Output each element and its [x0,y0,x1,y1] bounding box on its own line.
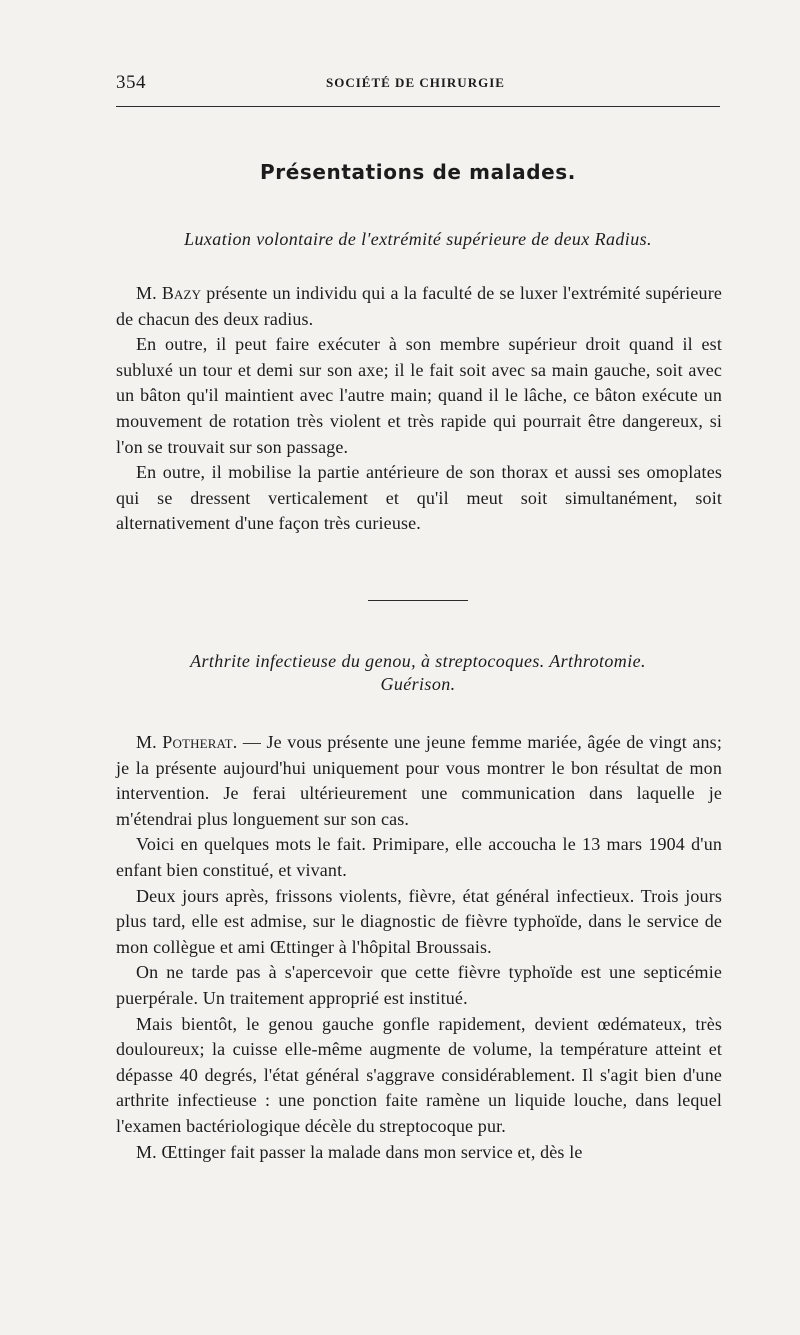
section-divider [368,600,468,601]
case2-paragraph [116,730,722,832]
case2-paragraph: Deux jours après, frissons violents, fièvre, état général infectieux. Trois jours plus tard, elle est admise, sur le diagnostic de fièvre typhoïde, dans le service de mon collègue et ami Œttinger à l'hôpital Broussais. [116,885,722,957]
running-head: SOCIÉTÉ DE CHIRURGIE [326,75,505,90]
case1-author: Bazy [161,283,202,303]
section-heading: Présentations de malades. [259,160,577,184]
case2-paragraph: Voici en quelques mots le fait. Primipare, elle accoucha le 13 mars 1904 d'un enfant bien constitué, et vivant. [116,834,722,880]
page-header [116,72,720,96]
case2-paragraph: Mais bientôt, le genou gauche gonfle rapidement, devient œdémateux, très douloureux; la cuisse elle-même augmente de volume, la température atteint et dépasse 40 degrés, l'état général s'aggrave considérablement. Il s'agit bien d'une arthrite infectieuse : une ponction faite ramène un liquide louche, dans lequel l'examen bactériologique décèle du streptocoque pur. [116,1013,722,1136]
case2-title [116,650,720,696]
header-rule [116,106,720,107]
case1-paragraph: En outre, il mobilise la partie antérieure de son thorax et aussi ses omoplates qui se dressent verticalement et qu'il meut soit simultanément, soit alternativement d'une façon très curieuse. [116,462,722,534]
case2-author-prefix: M. [136,732,163,752]
case2-paragraph: M. Œttinger fait passer la malade dans mon service et, dès le [136,1141,583,1162]
case2-title-line2: Guérison. [380,674,456,694]
case1-paragraph [116,281,722,332]
case2-title-line1: Arthrite infectieuse du genou, à streptocoques. Arthrotomie. [190,651,646,671]
case2-author: Potherat [162,732,233,752]
case1-title: Luxation volontaire de l'extrémité supérieure de deux Radius. [184,229,652,249]
case2-first-text: . — Je vous présente une jeune femme mariée, âgée de vingt ans; je la présente aujourd'hui uniquement pour vous montrer le bon résultat de mon intervention. Je ferai ultérieurement une communication dans laquelle je m'étendrai plus longuement sur son cas. [116,732,722,829]
case1-paragraph: En outre, il peut faire exécuter à son membre supérieur droit quand il est subluxé un tour et demi sur son axe; il le fait soit avec sa main gauche, soit avec un bâton qu'il maintient avec l'autre main; quand il le lâche, ce bâton exécute un mouvement de rotation très violent et très rapide qui pourrait être dangereux, si l'on se trouvait sur son passage. [116,334,722,457]
case1-author-prefix: M. [136,283,162,303]
case2-body [116,730,722,1165]
page-number: 354 [116,72,146,93]
case1-body [116,281,722,537]
case1-first-text: présente un individu qui a la faculté de se luxer l'extrémité supérieure de chacun des deux radius. [116,283,722,329]
case2-paragraph: On ne tarde pas à s'apercevoir que cette fièvre typhoïde est une septicémie puerpérale. Un traitement approprié est institué. [116,962,722,1008]
